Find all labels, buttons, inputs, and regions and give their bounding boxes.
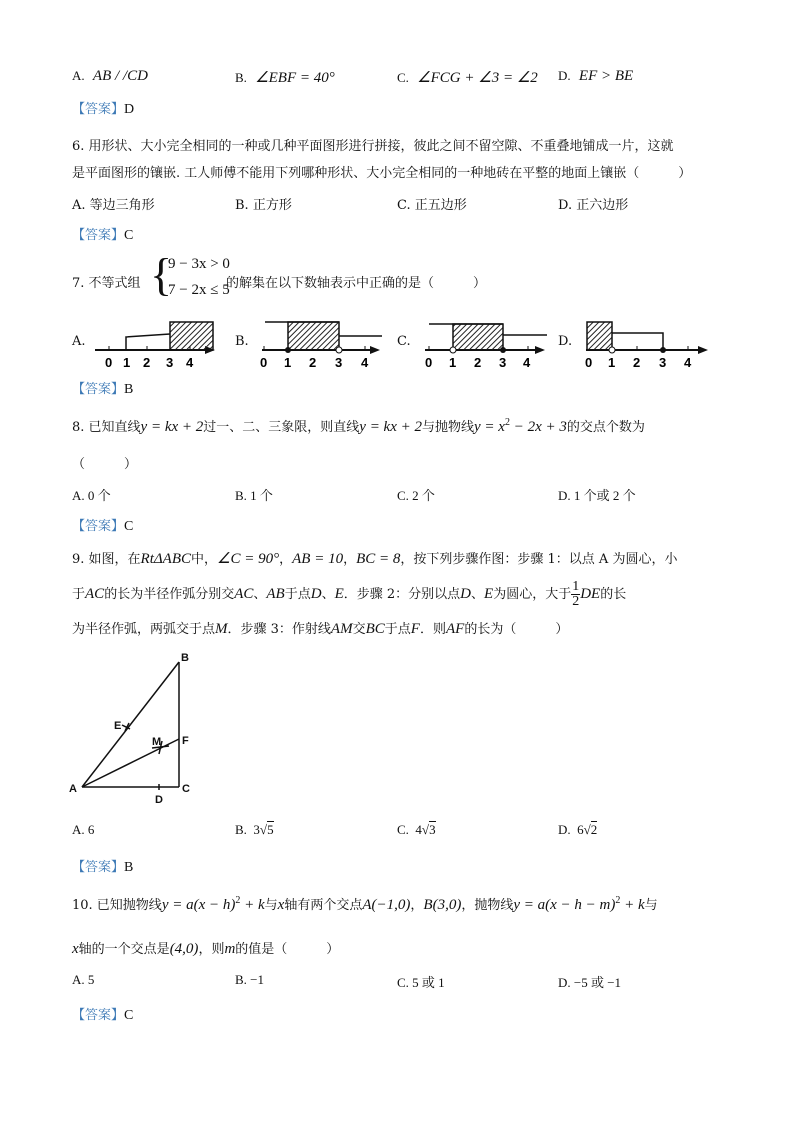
point-label-m: M xyxy=(152,736,162,748)
q7-option-b-label: B. xyxy=(235,334,249,349)
answer-value: B xyxy=(124,382,134,397)
q5-option-a-math: AB / /CD xyxy=(92,68,148,84)
tick-label: 2 xyxy=(309,355,317,370)
q10-option-b: B. −1 xyxy=(235,972,265,987)
q7-answer xyxy=(72,378,133,398)
sqrt-icon: √ xyxy=(421,822,430,837)
tick-label: 4 xyxy=(523,355,531,370)
point-label-b: B xyxy=(181,652,189,664)
q6-option-c: C. 正五边形 xyxy=(397,198,467,213)
q7-inequality-2: 7 − 2x ≤ 5 xyxy=(168,282,230,298)
q9-line1: 9. 如图，在RtΔABC中，∠C = 90°，AB = 10，BC = 8，按下列步骤作图：步骤 1：以点 A 为圆心，小 xyxy=(72,551,678,567)
q9-line3: 为半径作弧，两弧交于点M．步骤 3：作射线AM交BC于点F．则AF的长为（ ） xyxy=(72,621,569,637)
q9-line2: 于AC的长为半径作弧分别交AC、AB于点D、E．步骤 2：分别以点D、E为圆心，大于 $\frac{1}{2}$ DE的长 xyxy=(72,579,627,609)
tick-label: 4 xyxy=(186,355,194,370)
q5-option-d-math: EF > BE xyxy=(578,68,634,84)
q5-option-b: B. ∠EBF = 40° xyxy=(235,70,335,86)
q5-answer xyxy=(72,98,134,118)
point-label-c: C xyxy=(182,783,190,795)
q5-option-d: D. EF > BE xyxy=(558,68,634,84)
q10-line2: x轴的一个交点是(4,0)，则m的值是（ ） xyxy=(72,941,340,957)
segment-ab xyxy=(82,662,179,787)
number-line-d xyxy=(586,322,708,354)
q9-triangle-figure xyxy=(65,645,215,810)
number-line-a xyxy=(95,322,215,354)
q8-line-eq: y = kx + 2 xyxy=(359,419,422,435)
q6-answer xyxy=(72,224,133,244)
tick-label: 3 xyxy=(659,355,667,370)
tick-label: 0 xyxy=(260,355,268,370)
q6-option-d: D. 正六边形 xyxy=(558,198,629,213)
q8-line1: 8. 已知直线y = kx + 2过一、二、三象限，则直线y = kx + 2与抛物线$y = x^2 - 2x + 3$的交点个数为 xyxy=(72,417,645,435)
answer-value: C xyxy=(124,228,134,243)
point-label-f: F xyxy=(182,735,189,747)
answer-label: 【答案】 xyxy=(72,860,125,875)
q8-option-b: B. 1 个 xyxy=(235,488,273,503)
answer-value: C xyxy=(124,1008,134,1023)
number-line-a-ticks xyxy=(105,355,194,370)
tick-label: 2 xyxy=(474,355,482,370)
q7-prefix: 7. 不等式组 xyxy=(72,276,141,291)
number-line-d-ticks xyxy=(585,355,692,370)
number-line-b xyxy=(262,322,382,354)
q7-option-c-label: C. xyxy=(397,334,411,349)
answer-label: 【答案】 xyxy=(72,519,125,534)
q8-option-c: C. 2 个 xyxy=(397,488,435,503)
q7-inequality-1: 9 − 3x > 0 xyxy=(168,256,230,272)
number-line-b-ticks xyxy=(260,355,369,370)
answer-value: C xyxy=(124,519,134,534)
q7-option-a-label: A. xyxy=(72,334,86,349)
q5-option-c-math: ∠FCG + ∠3 = ∠2 xyxy=(417,70,538,86)
q5-option-c: C. ∠FCG + ∠3 = ∠2 xyxy=(397,70,538,86)
tick-label: 3 xyxy=(166,355,174,370)
sqrt-icon: √ xyxy=(583,822,591,837)
q10-option-d: D. −5 或 −1 xyxy=(558,975,622,990)
point-label-a: A xyxy=(69,783,77,795)
point-label-e: E xyxy=(114,720,122,732)
tick-label: 1 xyxy=(123,355,131,370)
answer-label: 【答案】 xyxy=(72,228,125,243)
tick-label: 4 xyxy=(684,355,692,370)
q8-option-d: D. 1 个或 2 个 xyxy=(558,488,636,503)
tick-label: 1 xyxy=(608,355,616,370)
point-label-d: D xyxy=(155,794,163,806)
number-line-c-ticks xyxy=(425,355,531,370)
q8-option-a: A. 0 个 xyxy=(72,488,111,503)
q10-option-a: A. 5 xyxy=(72,972,95,987)
q9-option-a: A. 6 xyxy=(72,822,95,837)
answer-label: 【答案】 xyxy=(72,382,125,397)
q9-option-d: D. 6√2 xyxy=(558,822,598,837)
q8-line-eq: y = kx + 2 xyxy=(140,419,204,435)
q9-option-c: C. 4√3 xyxy=(397,822,436,837)
q8-paren: （ ） xyxy=(72,457,138,472)
q10-option-c: C. 5 或 1 xyxy=(397,975,445,990)
fraction-one-half: $\frac{1}{2}$ xyxy=(572,579,580,609)
q5-option-b-math: ∠EBF = 40° xyxy=(255,70,335,86)
q7-suffix: 的解集在以下数轴表示中正确的是（ ） xyxy=(226,276,487,291)
q9-answer xyxy=(72,856,133,876)
tick-label: 4 xyxy=(361,355,369,370)
answer-label: 【答案】 xyxy=(72,1008,125,1023)
q8-answer xyxy=(72,515,133,535)
sqrt-icon: √ xyxy=(259,822,268,837)
tick-label: 3 xyxy=(335,355,343,370)
number-line-c xyxy=(425,324,547,354)
tick-label: 1 xyxy=(449,355,457,370)
tick-label: 3 xyxy=(499,355,507,370)
answer-value: B xyxy=(124,860,134,875)
tick-label: 0 xyxy=(585,355,593,370)
q7-brace: { xyxy=(150,249,173,300)
tick-label: 0 xyxy=(425,355,433,370)
tick-label: 1 xyxy=(284,355,292,370)
tick-label: 0 xyxy=(105,355,113,370)
q9-option-b: B. 3√5 xyxy=(235,822,274,837)
q7-option-d-label: D. xyxy=(558,334,573,349)
q6-line1: 6. 用形状、大小完全相同的一种或几种平面图形进行拼接，彼此之间不留空隙、不重叠地铺成一片，这就 xyxy=(72,139,674,154)
q5-option-a: A. AB / /CD xyxy=(72,68,148,84)
q6-line2: 是平面图形的镶嵌. 工人师傅不能用下列哪种形状、大小完全相同的一种地砖在平整的地面上镶嵌（ ） xyxy=(72,166,692,181)
answer-value: D xyxy=(124,102,135,117)
q10-line1: 10. 已知抛物线$y = a(x - h)^2 + k$与x轴有两个交点A(−1,0)，B(3,0)，抛物线$y = a(x - h - m)^2 + k$与 xyxy=(72,895,658,913)
tick-label: 2 xyxy=(143,355,151,370)
tick-label: 2 xyxy=(633,355,641,370)
answer-label: 【答案】 xyxy=(72,102,125,117)
q10-answer xyxy=(72,1004,133,1024)
q6-option-a: A. 等边三角形 xyxy=(72,198,155,213)
q8-parabola-eq: $y = x^2 - 2x + 3$ xyxy=(474,417,567,435)
q7-number-lines xyxy=(0,315,793,375)
q6-option-b: B. 正方形 xyxy=(235,198,292,213)
